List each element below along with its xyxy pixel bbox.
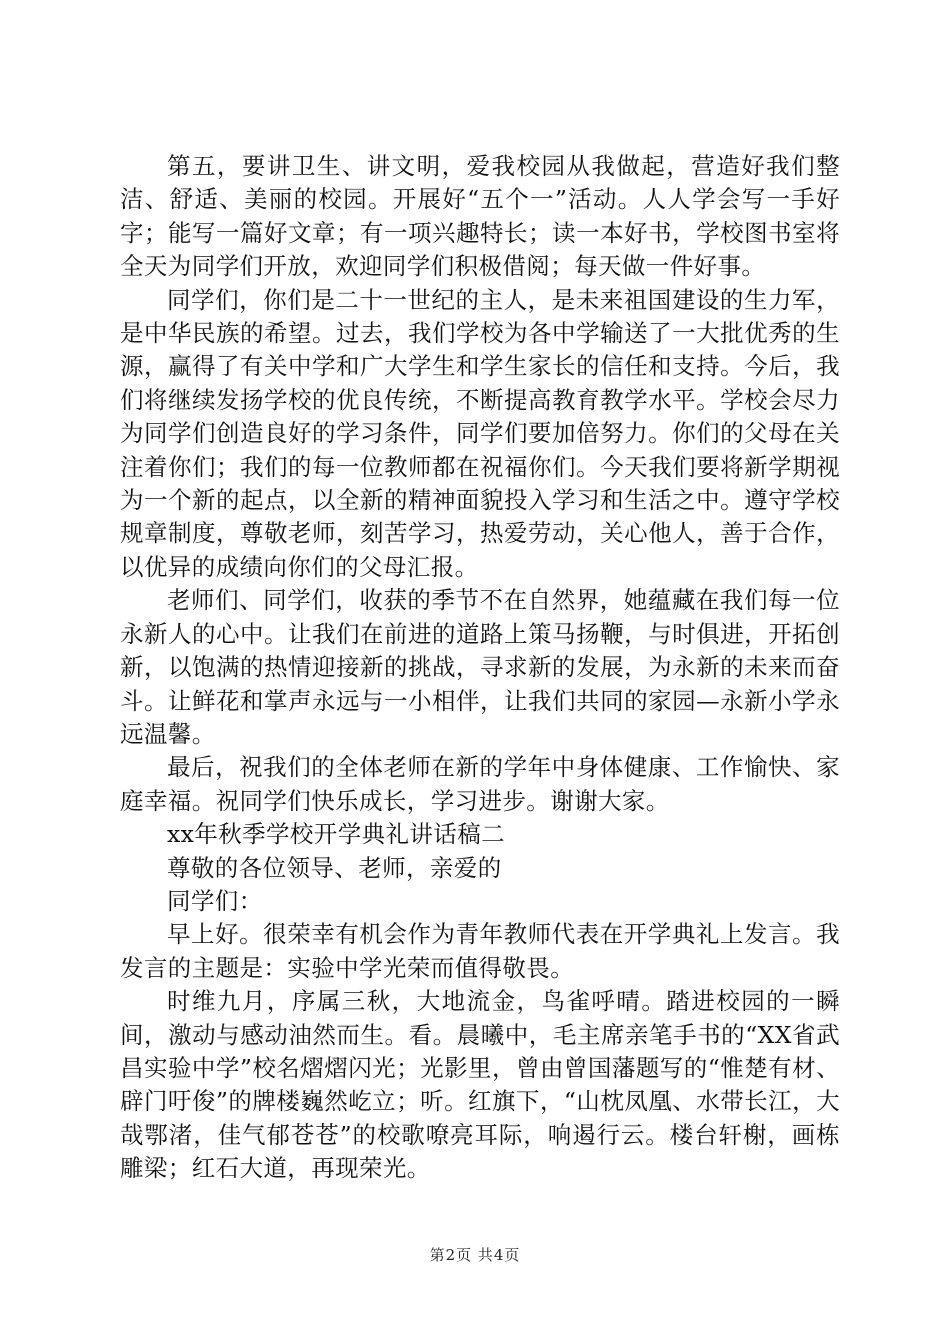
section-heading: xx年秋季学校开学典礼讲话稿二	[167, 820, 506, 849]
paragraph-september: 时维九月，序属三秋，大地流金，鸟雀呼晴。踏进校园的一瞬间，激动与感动油然而生。看。晨曦中，毛主席亲笔手书的“XX省武昌实验中学”校名熠熠闪光；光影里，曾由曾国藩题写的“惟楚有材、辟门吁俊”的牌楼巍然屹立；听。红旗下，“山枕凤凰、水带长江，大哉鄂渚，佳气郁苍苍”的校歌嘹亮耳际，响遏行云。楼台轩榭，画栋雕梁；红石大道，再现荣光。	[120, 987, 840, 1183]
paragraph-closing-wishes: 最后，祝我们的全体老师在新的学年中身体健康、工作愉快、家庭幸福。祝同学们快乐成长，学习进步。谢谢大家。	[120, 753, 840, 815]
salutation-students: 同学们：	[167, 886, 263, 915]
paragraph-hygiene-civility: 第五，要讲卫生、讲文明，爱我校园从我做起，营造好我们整洁、舒适、美丽的校园。开展好“五个一”活动。人人学会写一手好字；能写一篇好文章；有一项兴趣特长；读一本好书，学校图书室将全天为同学们开放，欢迎同学们积极借阅；每天做一件好事。	[120, 152, 840, 281]
document-body	[120, 150, 840, 1186]
paragraph-greeting: 早上好。很荣幸有机会作为青年教师代表在开学典礼上发言。我发言的主题是：实验中学光荣而值得敬畏。	[120, 920, 840, 982]
paragraph-students-future: 同学们，你们是二十一世纪的主人，是未来祖国建设的生力军，是中华民族的希望。过去，我们学校为各中学输送了一大批优秀的生源，赢得了有关中学和广大学生和学生家长的信任和支持。今后，我们将继续发扬学校的优良传统，不断提高教育教学水平。学校会尽力为同学们创造良好的学习条件，同学们要加倍努力。你们的父母在关注着你们；我们的每一位教师都在祝福你们。今天我们要将新学期视为一个新的起点，以全新的精神面貌投入学习和生活之中。遵守学校规章制度，尊敬老师，刻苦学习，热爱劳动，关心他人，善于合作，以优异的成绩向你们的父母汇报。	[120, 285, 840, 581]
paragraph-harvest-season: 老师们、同学们，收获的季节不在自然界，她蕴藏在我们每一位永新人的心中。让我们在前进的道路上策马扬鞭，与时俱进，开拓创新，以饱满的热情迎接新的挑战，寻求新的发展，为永新的未来而奋斗。让鲜花和掌声永远与一小相伴，让我们共同的家园—永新小学永远温馨。	[120, 586, 840, 748]
salutation-line: 尊敬的各位领导、老师，亲爱的	[167, 853, 502, 882]
page-number-footer: 第2页 共4页	[429, 1246, 521, 1264]
